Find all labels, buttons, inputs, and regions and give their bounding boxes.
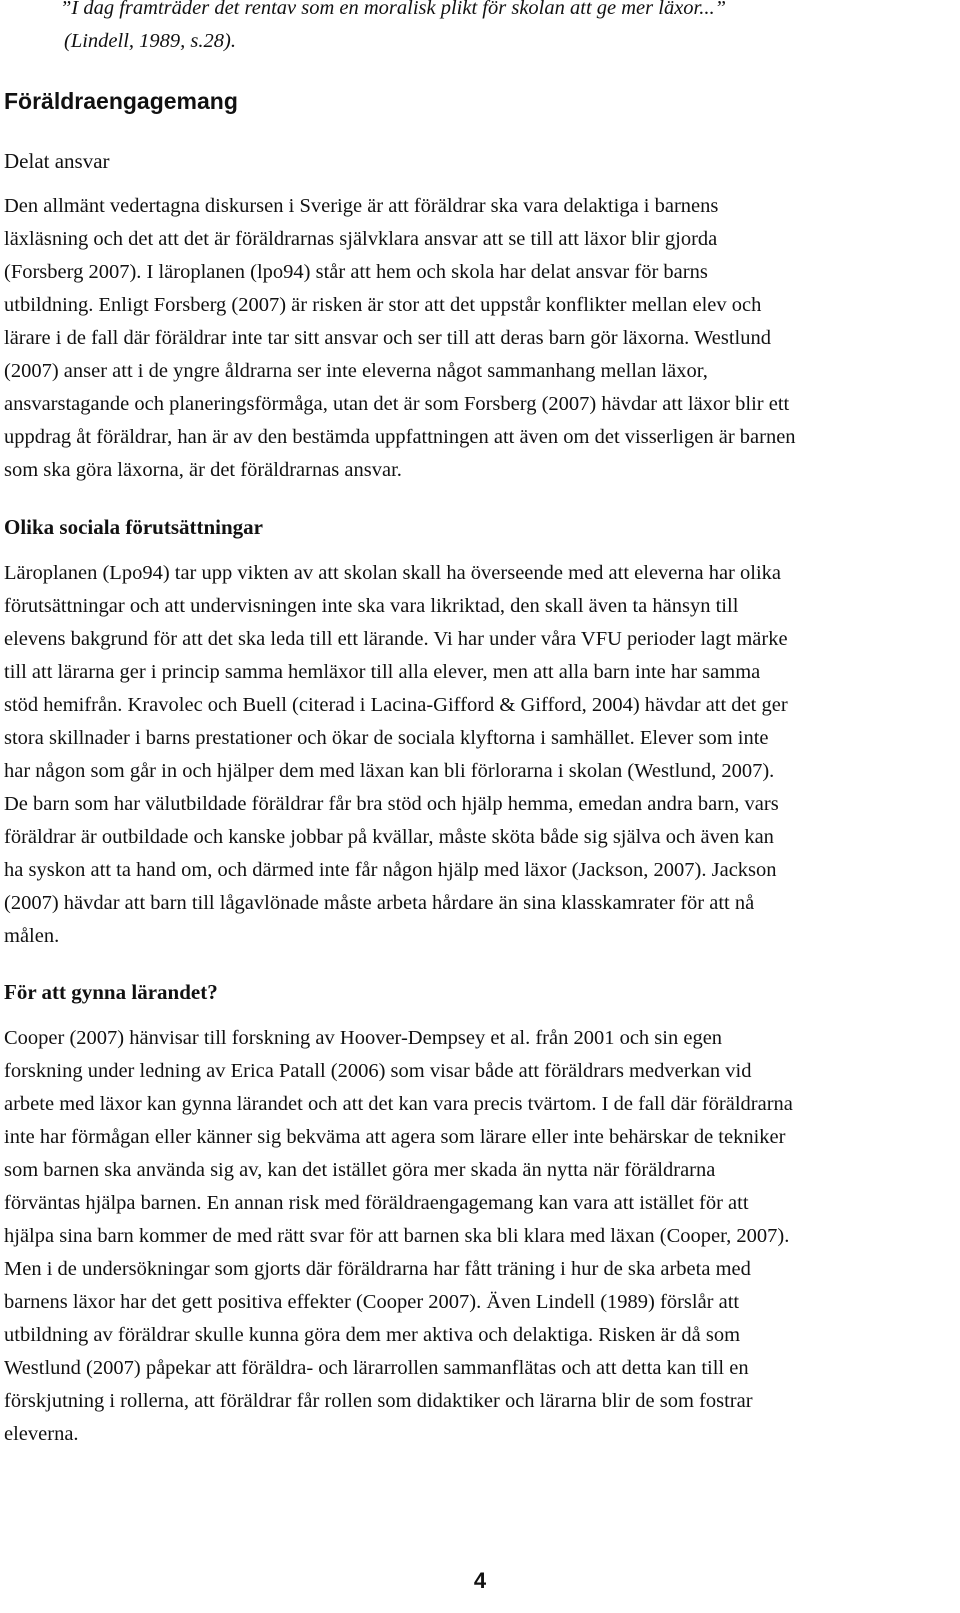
subheading-olika-sociala: Olika sociala förutsättningar xyxy=(4,515,264,539)
text-line: (2007) hävdar att barn till lågavlönade måste arbeta hårdare än sina klasskamrater för att nå xyxy=(4,892,755,914)
text-line: stora skillnader i barns prestationer och ökar de sociala klyftorna i samhället. Elever som inte xyxy=(4,727,769,749)
text-line: förväntas hjälpa barnen. En annan risk med föräldraengagemang kan vara att istället för att xyxy=(4,1192,749,1214)
text-line: målen. xyxy=(4,925,60,947)
text-line: Den allmänt vedertagna diskursen i Sverige är att föräldrar ska vara delaktiga i barnens xyxy=(4,195,719,217)
section-title: Föräldraengagemang xyxy=(4,88,238,114)
paragraph-gynna-larandet xyxy=(4,1022,944,1451)
page-number: 4 xyxy=(473,1568,487,1593)
text-line: utbildning. Enligt Forsberg (2007) är risken är stor att det uppstår konflikter mellan elev och xyxy=(4,294,762,316)
text-line: hjälpa sina barn kommer de med rätt svar för att barnen ska bli klara med läxan (Cooper, 2007). xyxy=(4,1225,790,1247)
text-line: (2007) anser att i de yngre åldrarna ser inte eleverna något sammanhang mellan läxor, xyxy=(4,360,708,382)
quote-line: ”I dag framträder det rentav som en moralisk plikt för skolan att ge mer läxor...” xyxy=(60,0,727,19)
text-line: Läroplanen (Lpo94) tar upp vikten av att skolan skall ha överseende med att eleverna har olika xyxy=(4,562,781,584)
quote-line: (Lindell, 1989, s.28). xyxy=(64,30,236,52)
text-line: förutsättningar och att undervisningen inte ska vara likriktad, den skall även ta hänsyn till xyxy=(4,595,739,617)
text-line: inte har förmågan eller känner sig bekväma att agera som lärare eller inte behärskar de tekniker xyxy=(4,1126,786,1148)
text-line: stöd hemifrån. Kravolec och Buell (citerad i Lacina-Gifford & Gifford, 2004) hävdar att det ger xyxy=(4,694,788,716)
text-line: barnens läxor har det gett positiva effekter (Cooper 2007). Även Lindell (1989) förslår att xyxy=(4,1291,740,1313)
text-line: Men i de undersökningar som gjorts där föräldrarna har fått träning i hur de ska arbeta med xyxy=(4,1258,751,1280)
text-line: eleverna. xyxy=(4,1423,79,1445)
text-line: ha syskon att ta hand om, och därmed inte får någon hjälp med läxor (Jackson, 2007). Jackson xyxy=(4,859,777,881)
text-line: förskjutning i rollerna, att föräldrar får rollen som didaktiker och lärarna blir de som fostrar xyxy=(4,1390,753,1412)
text-line: som ska göra läxorna, är det föräldrarnas ansvar. xyxy=(4,459,402,481)
text-line: lärare i de fall där föräldrar inte tar sitt ansvar och ser till att deras barn gör läxorna. Westlund xyxy=(4,327,771,349)
block-quote xyxy=(4,0,960,58)
text-line: ansvarstagande och planeringsförmåga, utan det är som Forsberg (2007) hävdar att läxor blir ett xyxy=(4,393,790,415)
paragraph-delat-ansvar xyxy=(4,190,944,487)
text-line: Westlund (2007) påpekar att föräldra- och lärarrollen sammanflätas och att detta kan till en xyxy=(4,1357,749,1379)
text-line: till att lärarna ger i princip samma hemläxor till alla elever, men att alla barn inte har samma xyxy=(4,661,761,683)
text-line: Cooper (2007) hänvisar till forskning av Hoover-Dempsey et al. från 2001 och sin egen xyxy=(4,1027,723,1049)
paragraph-olika-sociala xyxy=(4,557,944,953)
text-line: forskning under ledning av Erica Patall (2006) som visar både att föräldrars medverkan vid xyxy=(4,1060,752,1082)
text-line: De barn som har välutbildade föräldrar får bra stöd och hjälp hemma, emedan andra barn, vars xyxy=(4,793,779,815)
text-line: uppdrag åt föräldrar, han är av den bestämda uppfattningen att även om det visserligen är barnen xyxy=(4,426,796,448)
text-line: som barnen ska använda sig av, kan det istället göra mer skada än nytta när föräldrarna xyxy=(4,1159,716,1181)
text-line: läxläsning och det att det är föräldrarnas självklara ansvar att se till att läxor blir gjorda xyxy=(4,228,718,250)
text-line: föräldrar är outbildade och kanske jobbar på kvällar, måste sköta både sig själva och även kan xyxy=(4,826,774,848)
text-line: har någon som går in och hjälper dem med läxan kan bli förlorarna i skolan (Westlund, 2007). xyxy=(4,760,775,782)
text-line: elevens bakgrund för att det ska leda till ett lärande. Vi har under våra VFU perioder lagt märke xyxy=(4,628,788,650)
text-line: arbete med läxor kan gynna lärandet och att det kan vara precis tvärtom. I de fall där föräldrarna xyxy=(4,1093,793,1115)
subheading-gynna-larandet: För att gynna lärandet? xyxy=(4,980,218,1004)
text-line: utbildning av föräldrar skulle kunna göra dem mer aktiva och delaktiga. Risken är då som xyxy=(4,1324,741,1346)
text-line: (Forsberg 2007). I läroplanen (lpo94) står att hem och skola har delat ansvar för barns xyxy=(4,261,708,283)
subheading-delat-ansvar: Delat ansvar xyxy=(4,149,110,173)
